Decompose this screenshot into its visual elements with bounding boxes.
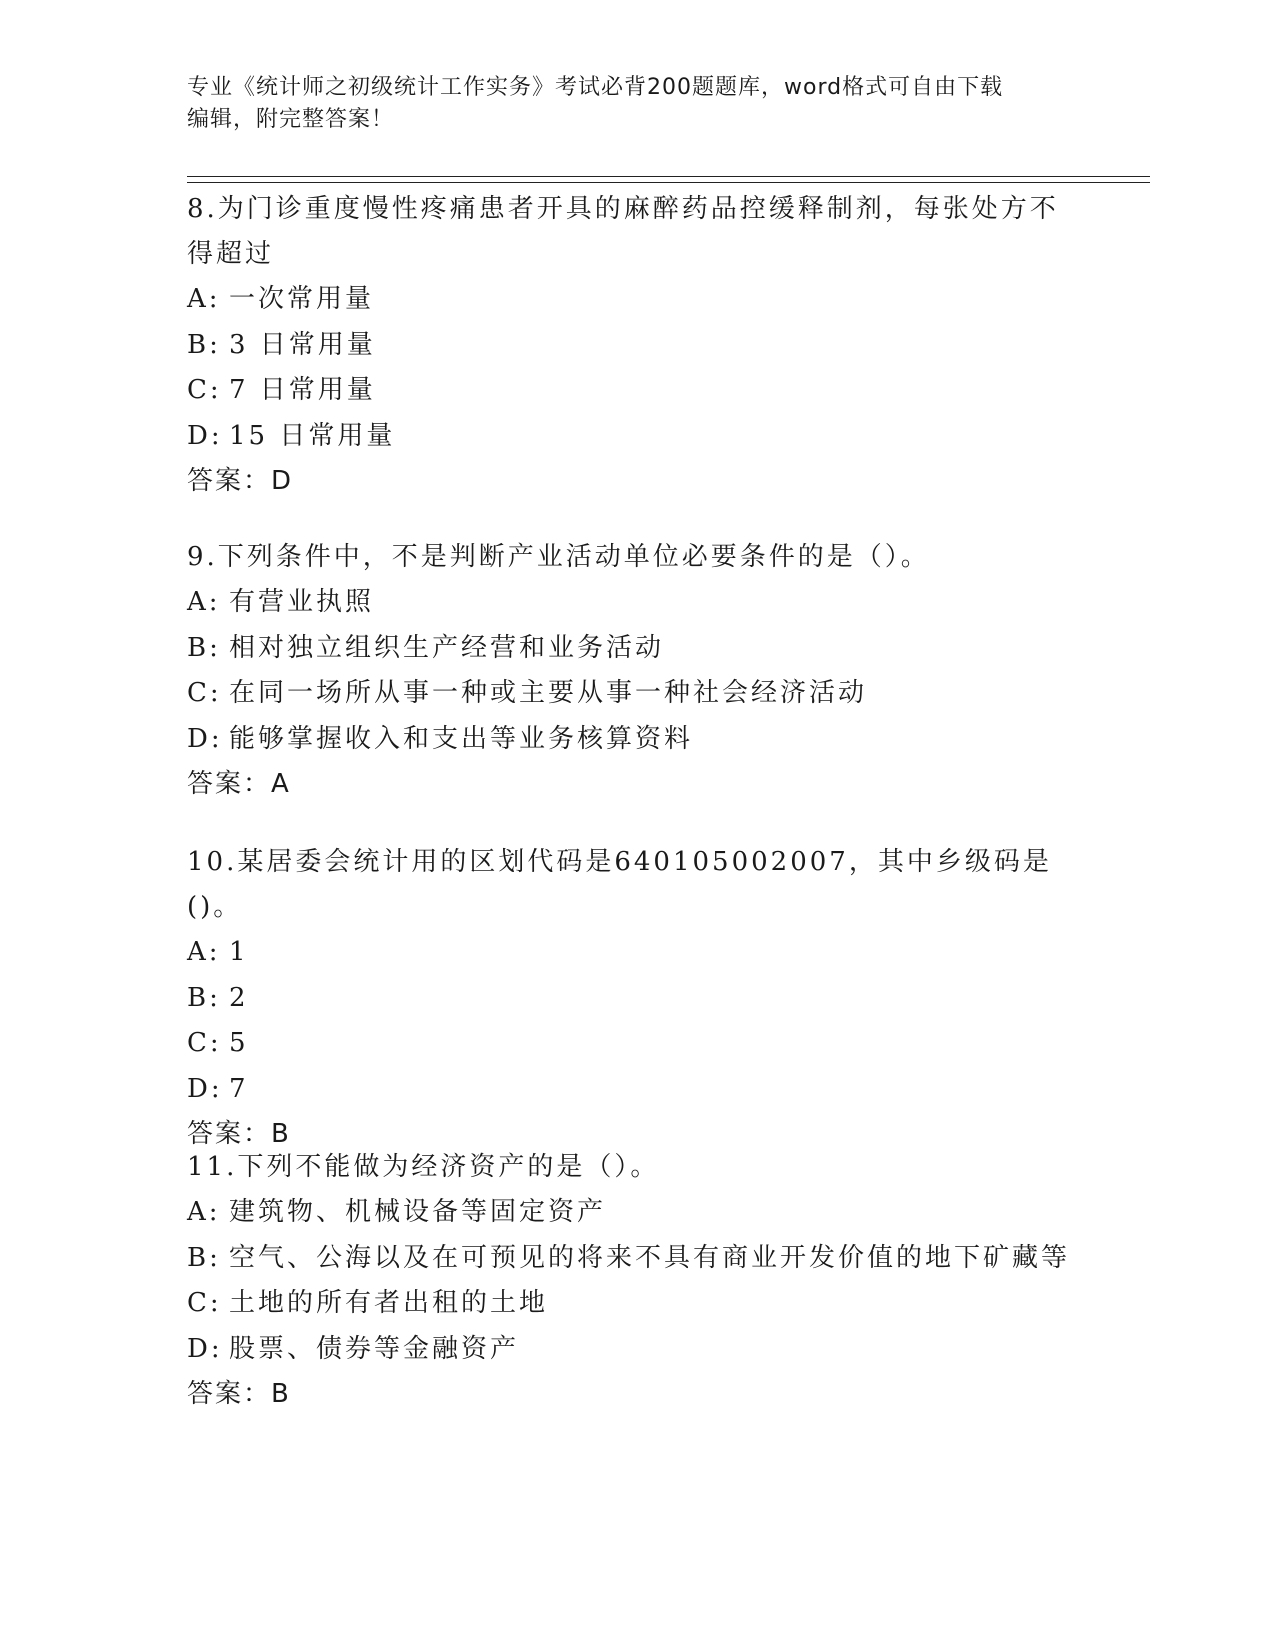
- option-letter: C:: [187, 1288, 222, 1318]
- option-letter: A:: [187, 1197, 221, 1227]
- question-stem: [187, 535, 1067, 580]
- question-stem-line: 9.下列条件中，不是判断产业活动单位必要条件的是（）。: [187, 542, 930, 572]
- option-text: 7: [229, 1073, 249, 1104]
- option-text: 2: [229, 982, 249, 1013]
- option-c: [187, 1281, 1067, 1327]
- option-letter: A:: [187, 284, 221, 314]
- option-a: [187, 930, 1067, 976]
- option-b: [187, 323, 1067, 369]
- option-text: 相对独立组织生产经营和业务活动: [229, 632, 665, 663]
- option-letter: B:: [187, 1242, 221, 1273]
- option-b: [187, 976, 1067, 1022]
- option-text: 在同一场所从事一种或主要从事一种社会经济活动: [229, 678, 868, 708]
- answer-line: 答案：B: [187, 1119, 291, 1149]
- question-stem: [187, 1145, 1067, 1190]
- header-line-1: 专业《统计师之初级统计工作实务》考试必背200题题库，word格式可自由下载: [187, 75, 1004, 100]
- question-8: [187, 187, 1067, 504]
- option-text: 3 日常用量: [229, 329, 376, 360]
- option-text: 建筑物、机械设备等固定资产: [229, 1197, 607, 1227]
- option-d: [187, 717, 1067, 763]
- question-9: [187, 535, 1067, 807]
- option-text: 能够掌握收入和支出等业务核算资料: [229, 723, 694, 754]
- header-divider-bottom: [187, 182, 1150, 183]
- option-letter: D:: [187, 1333, 223, 1364]
- answer-line: 答案：D: [187, 466, 294, 496]
- option-c: [187, 671, 1067, 717]
- question-11: [187, 1145, 1071, 1417]
- option-a: [187, 580, 1067, 626]
- question-stem-line: 8.为门诊重度慢性疼痛患者开具的麻醉药品控缓释制剂，每张处方不: [187, 194, 1059, 224]
- question-stem-line: 11.下列不能做为经济资产的是（）。: [187, 1152, 660, 1182]
- option-c: [187, 1021, 1067, 1067]
- header-divider-top: [187, 176, 1150, 177]
- option-text: 7 日常用量: [229, 375, 376, 405]
- option-c: [187, 368, 1067, 414]
- option-letter: B:: [187, 982, 221, 1013]
- option-text: 土地的所有者出租的土地: [229, 1288, 549, 1318]
- option-letter: A:: [187, 587, 221, 617]
- answer-line: 答案：B: [187, 1379, 291, 1409]
- option-text: 1: [229, 937, 249, 967]
- option-text: 5: [229, 1028, 249, 1058]
- option-text: 有营业执照: [229, 587, 375, 617]
- option-d: [187, 1327, 1067, 1373]
- option-text: 空气、公海以及在可预见的将来不具有商业开发价值的地下矿藏等: [229, 1242, 1071, 1273]
- question-stem: [187, 187, 1067, 277]
- question-10: [187, 840, 1067, 1157]
- option-text: 15 日常用量: [229, 420, 396, 451]
- question-stem-line: 得超过: [187, 239, 275, 269]
- option-text: 股票、债券等金融资产: [229, 1333, 520, 1364]
- question-stem: [187, 840, 1067, 930]
- option-letter: C:: [187, 1028, 222, 1058]
- option-b: [187, 1236, 1071, 1282]
- header-line-2: 编辑，附完整答案！: [187, 107, 395, 132]
- option-letter: A:: [187, 937, 221, 967]
- document-header: [187, 72, 1087, 136]
- answer-line: 答案：A: [187, 769, 291, 799]
- option-b: [187, 626, 1067, 672]
- option-letter: C:: [187, 678, 222, 708]
- option-a: [187, 277, 1067, 323]
- option-letter: C:: [187, 375, 222, 405]
- option-letter: D:: [187, 420, 223, 451]
- option-letter: D:: [187, 723, 223, 754]
- option-d: [187, 414, 1067, 460]
- option-letter: B:: [187, 632, 221, 663]
- option-a: [187, 1190, 1067, 1236]
- option-text: 一次常用量: [229, 284, 375, 314]
- option-d: [187, 1067, 1067, 1113]
- question-stem-line: 10.某居委会统计用的区划代码是640105002007，其中乡级码是()。: [187, 847, 1052, 922]
- option-letter: D:: [187, 1073, 223, 1104]
- option-letter: B:: [187, 329, 221, 360]
